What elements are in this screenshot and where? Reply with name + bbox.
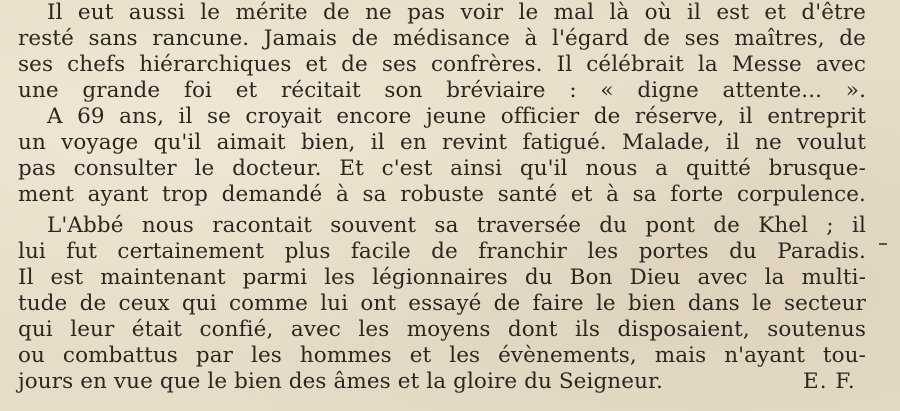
text-line: Il eut aussi le mérite de ne pas voir le mal là où il est et d'être xyxy=(47,0,866,25)
author-signature: E. F. xyxy=(803,369,856,394)
text-line: ment ayant trop demandé à sa robuste santé et à sa forte corpulence. xyxy=(18,182,866,207)
text-line: A 69 ans, il se croyait encore jeune officier de réserve, il entreprit xyxy=(47,104,866,129)
text-line: lui fut certainement plus facile de franchir les portes du Paradis. xyxy=(18,239,866,264)
text-line: qui leur était confié, avec les moyens dont ils disposaient, soutenus xyxy=(18,317,866,342)
margin-dash xyxy=(879,243,887,245)
text-line: jours en vue que le bien des âmes et la gloire du Seigneur. xyxy=(18,369,663,394)
text-line: ses chefs hiérarchiques et de ses confrères. Il célébrait la Messe avec xyxy=(18,52,866,77)
text-line: pas consulter le docteur. Et c'est ainsi qu'il nous a quitté brusque- xyxy=(18,156,866,181)
text-line: L'Abbé nous racontait souvent sa traversée du pont de Khel ; il xyxy=(47,213,866,238)
text-line: Il est maintenant parmi les légionnaires du Bon Dieu avec la multi- xyxy=(18,265,866,290)
text-line: resté sans rancune. Jamais de médisance à l'égard de ses maîtres, de xyxy=(18,26,866,51)
text-line: une grande foi et récitait son bréviaire : « digne attente... ». xyxy=(18,78,866,103)
text-line: ou combattus par les hommes et les évènements, mais n'ayant tou- xyxy=(18,343,866,368)
text-line: tude de ceux qui comme lui ont essayé de faire le bien dans le secteur xyxy=(18,291,866,316)
text-line: un voyage qu'il aimait bien, il en revint fatigué. Malade, il ne voulut xyxy=(18,130,866,155)
